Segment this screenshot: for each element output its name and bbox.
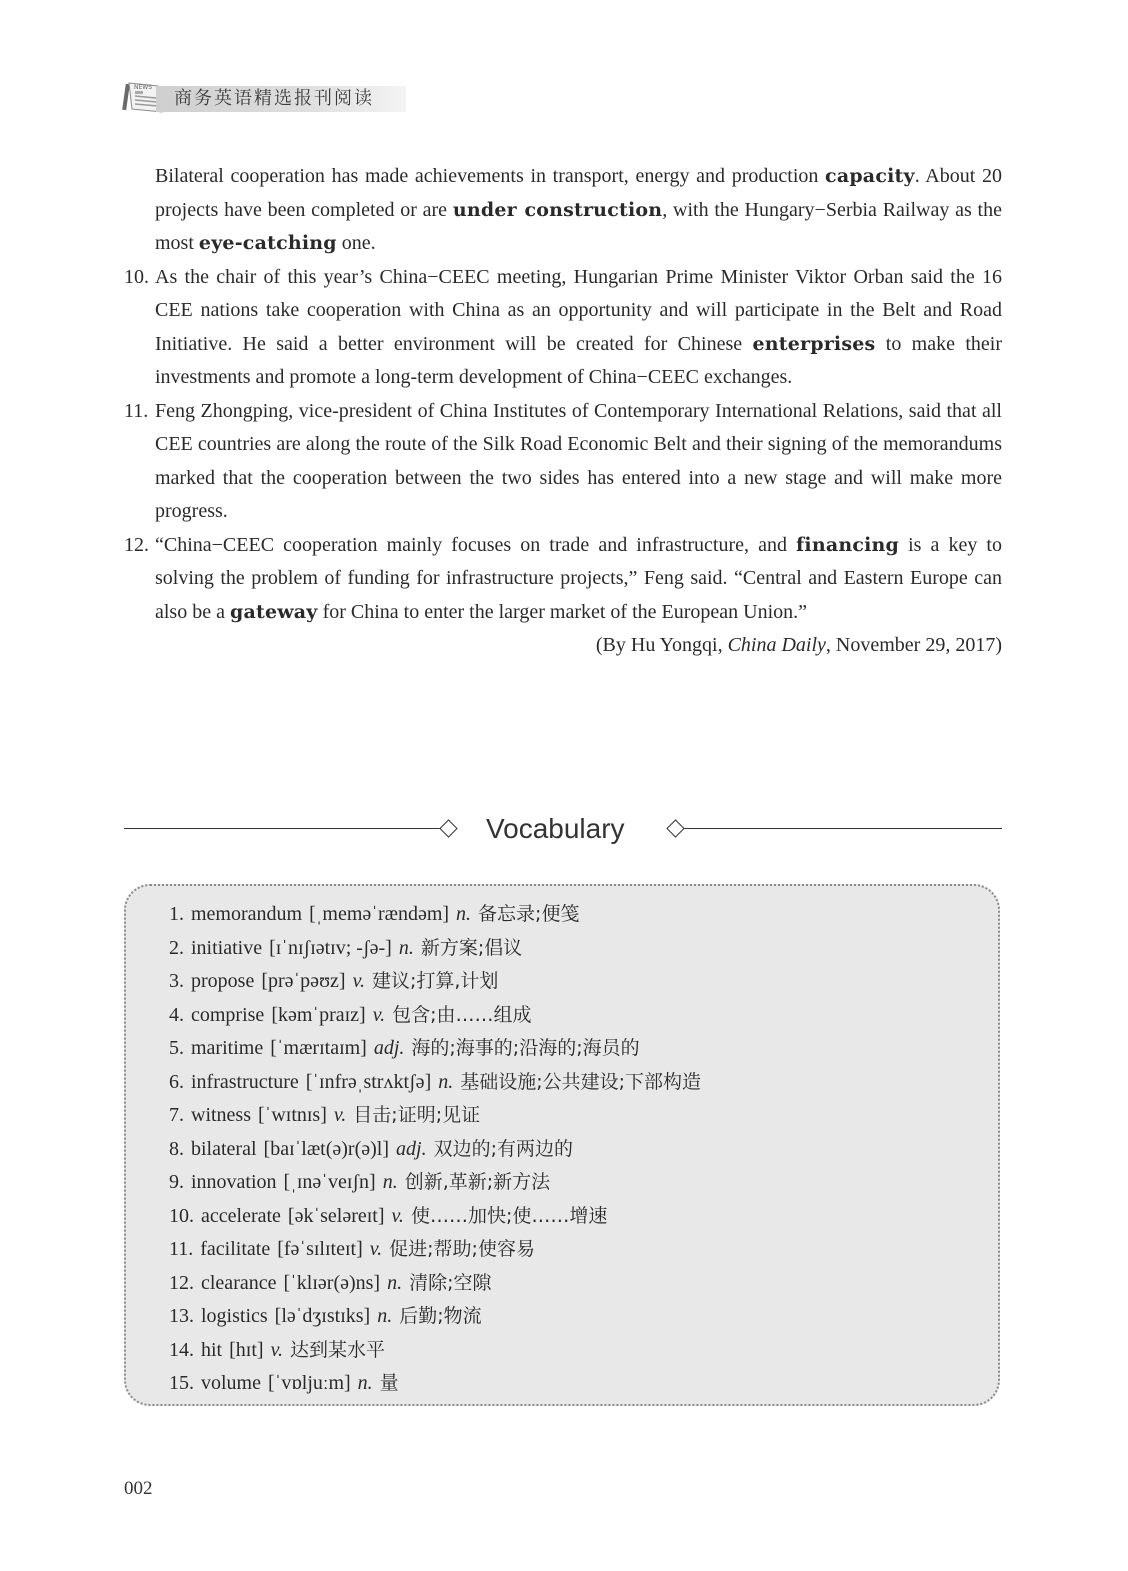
vocab-word: initiative <box>191 936 263 959</box>
paragraph-number: 10. <box>124 265 149 288</box>
vocab-item <box>169 965 701 999</box>
vocab-item <box>169 1367 701 1401</box>
vocabulary-title: Vocabulary <box>486 813 625 844</box>
vocab-word: hit <box>201 1338 223 1361</box>
vocab-number: 3. <box>169 970 184 992</box>
vocab-phonetic: [prəˈpəʊz] <box>261 970 346 992</box>
diamond-icon <box>666 819 684 837</box>
vocab-part-of-speech: n. <box>357 1372 373 1394</box>
vocab-meaning: 后勤;物流 <box>399 1305 482 1327</box>
vocab-phonetic: [ˈklɪər(ə)ns] <box>283 1271 381 1294</box>
vocab-phonetic: [ˌɪnəˈveɪʃn] <box>283 1171 376 1193</box>
paragraph-text <box>155 400 1002 523</box>
vocab-word: bilateral <box>191 1137 257 1160</box>
vocabulary-box <box>124 884 1000 1406</box>
vocabulary-list <box>169 898 701 1401</box>
vocab-number: 4. <box>169 1003 184 1026</box>
key-term: gateway <box>229 600 318 623</box>
key-term: capacity <box>825 165 915 187</box>
vocab-word: volume <box>201 1372 261 1394</box>
byline-source: China Daily <box>727 634 826 656</box>
vocab-meaning: 使……加快;使……增速 <box>410 1204 608 1227</box>
vocab-part-of-speech: n. <box>438 1070 454 1093</box>
vocab-part-of-speech: n. <box>387 1271 403 1294</box>
vocab-number: 13. <box>169 1305 194 1327</box>
vocab-phonetic: [əkˈseləreɪt] <box>287 1204 385 1227</box>
vocab-part-of-speech: v. <box>352 970 365 992</box>
vocab-part-of-speech: n. <box>382 1171 398 1193</box>
vocab-number: 6. <box>169 1070 184 1093</box>
text-run: to make their investments and promote a long-term development of China−CEEC exchanges. <box>155 332 1002 388</box>
vocab-part-of-speech: n. <box>398 936 414 959</box>
book-title: 商务英语精选报刊阅读 <box>174 88 374 109</box>
vocab-meaning: 包含;由……组成 <box>392 1003 532 1026</box>
byline-prefix: (By Hu Yongqi, <box>595 634 728 656</box>
vocab-number: 5. <box>169 1037 184 1059</box>
vocab-number: 8. <box>169 1137 184 1160</box>
vocab-meaning: 促进;帮助;使容易 <box>389 1238 535 1260</box>
vocab-meaning: 达到某水平 <box>289 1338 385 1361</box>
text-run: , with the Hungary−Serbia Railway as the most <box>155 198 1002 254</box>
paragraph-text <box>155 165 1002 254</box>
paragraph-text <box>155 266 1002 389</box>
vocab-phonetic: [ˈmærɪtaɪm] <box>270 1037 367 1059</box>
vocab-item <box>169 1032 701 1066</box>
vocab-part-of-speech: n. <box>377 1305 393 1327</box>
vocab-number: 1. <box>169 903 184 925</box>
vocab-phonetic: [ˈvɒljuːm] <box>268 1372 351 1394</box>
vocab-item <box>169 1334 701 1368</box>
vocab-item <box>169 1099 701 1133</box>
vocab-phonetic: [ˈwɪtnɪs] <box>258 1104 327 1126</box>
vocab-item <box>169 1267 701 1301</box>
key-term: financing <box>796 533 900 556</box>
vocab-phonetic: [kəmˈpraɪz] <box>271 1003 366 1026</box>
vocab-word: memorandum <box>191 903 303 925</box>
vocab-part-of-speech: v. <box>391 1204 404 1227</box>
text-run: one. <box>336 232 376 254</box>
running-header <box>122 78 422 114</box>
diamond-icon <box>439 819 457 837</box>
vocab-number: 11. <box>169 1238 194 1260</box>
vocab-word: accelerate <box>201 1204 281 1227</box>
byline-suffix: , November 29, 2017) <box>825 634 1002 656</box>
vocab-part-of-speech: v. <box>270 1338 283 1361</box>
vocab-meaning: 新方案;倡议 <box>420 936 523 959</box>
key-term: eye-catching <box>198 232 337 254</box>
vocab-word: logistics <box>201 1305 268 1327</box>
vocab-item <box>169 932 701 966</box>
paragraph-number: 11. <box>124 399 149 422</box>
text-run: As the chair of this year’s China−CEEC meeting, Hungarian Prime Minister Viktor Orban said the 16 CEE nations take cooperation with China as an opportunity and will participate in the Belt and Road Initiative. He said a better environment will be created for Chinese <box>155 265 1002 355</box>
vocab-phonetic: [baɪˈlæt(ə)r(ə)l] <box>263 1137 390 1160</box>
article-paragraph-10 <box>124 261 1002 395</box>
vocab-number: 2. <box>169 936 184 959</box>
vocab-part-of-speech: v. <box>372 1003 386 1026</box>
vocab-word: clearance <box>201 1271 277 1294</box>
vocab-item <box>169 999 701 1033</box>
article-byline <box>124 629 1002 663</box>
vocab-meaning: 清除;空隙 <box>409 1271 492 1294</box>
vocab-part-of-speech: n. <box>456 903 472 925</box>
vocab-number: 14. <box>169 1338 194 1361</box>
vocab-part-of-speech: adj. <box>396 1137 427 1160</box>
text-run: . About 20 projects have been completed or are <box>155 165 1002 221</box>
article-paragraph-11 <box>124 395 1002 529</box>
paragraph-number: 12. <box>124 533 149 556</box>
vocab-phonetic: [fəˈsɪlɪteɪt] <box>277 1238 363 1260</box>
vocab-item <box>169 1300 701 1334</box>
article-body <box>124 160 1002 663</box>
article-paragraph-continuation <box>124 160 1002 261</box>
vocab-phonetic: [hɪt] <box>229 1338 264 1361</box>
text-run: “China−CEEC cooperation mainly focuses on trade and infrastructure, and <box>155 533 797 556</box>
vocab-number: 12. <box>169 1271 194 1294</box>
vocab-word: witness <box>191 1104 251 1126</box>
vocab-number: 15. <box>169 1372 194 1394</box>
vocab-word: maritime <box>191 1037 264 1059</box>
vocab-part-of-speech: adj. <box>373 1037 405 1059</box>
page-number: 002 <box>124 1478 153 1499</box>
vocab-meaning: 创新,革新;新方法 <box>404 1171 551 1193</box>
vocab-phonetic: [ɪˈnɪʃɪətɪv; -ʃə-] <box>269 936 392 959</box>
vocab-item <box>169 1200 701 1234</box>
vocabulary-heading <box>124 810 1002 848</box>
vocab-word: infrastructure <box>191 1070 299 1093</box>
vocab-item <box>169 1166 701 1200</box>
vocab-phonetic: [ləˈdʒɪstɪks] <box>274 1305 371 1327</box>
vocab-item <box>169 1133 701 1167</box>
vocab-number: 9. <box>169 1171 184 1193</box>
vocab-number: 7. <box>169 1104 184 1126</box>
vocab-word: comprise <box>191 1003 265 1026</box>
text-run: for China to enter the larger market of the European Union.” <box>317 600 808 623</box>
text-run: is a key to solving the problem of funding for infrastructure projects,” Feng said. “Central and Eastern Europe can also be a <box>155 533 1002 623</box>
vocab-item <box>169 898 701 932</box>
vocab-word: propose <box>191 970 255 992</box>
vocab-meaning: 目击;证明;见证 <box>353 1104 481 1126</box>
vocab-number: 10. <box>169 1204 194 1227</box>
vocab-word: facilitate <box>200 1238 271 1260</box>
article-paragraph-12 <box>124 529 1002 630</box>
key-term: under construction <box>452 198 663 221</box>
vocab-part-of-speech: v. <box>333 1104 347 1126</box>
vocab-meaning: 备忘录;便笺 <box>478 903 580 925</box>
svg-text:NEWS: NEWS <box>134 84 153 91</box>
vocab-word: innovation <box>191 1171 277 1193</box>
vocab-meaning: 量 <box>379 1372 399 1394</box>
key-term: enterprises <box>752 332 876 355</box>
paragraph-text <box>155 534 1002 623</box>
vocab-meaning: 海的;海事的;沿海的;海员的 <box>411 1037 640 1059</box>
vocab-item <box>169 1233 701 1267</box>
vocab-item <box>169 1066 701 1100</box>
text-run: Bilateral cooperation has made achievements in transport, energy and production <box>155 165 826 187</box>
divider-line-right <box>684 828 1002 829</box>
vocab-meaning: 基础设施;公共建设;下部构造 <box>460 1070 702 1093</box>
text-run: Feng Zhongping, vice-president of China Institutes of Contemporary International Relations, said that all CEE countries are along the route of the Silk Road Economic Belt and their signing of the memorandums marked that the cooperation between the two sides has entered into a new stage and will make more progress. <box>155 399 1002 522</box>
divider-line-left <box>124 828 442 829</box>
vocab-part-of-speech: v. <box>369 1238 383 1260</box>
vocab-phonetic: [ˈɪnfrəˌstrʌktʃə] <box>305 1070 432 1093</box>
vocab-meaning: 双边的;有两边的 <box>433 1137 573 1160</box>
vocab-meaning: 建议;打算,计划 <box>371 970 499 992</box>
vocab-phonetic: [ˌmeməˈrændəm] <box>309 903 450 925</box>
